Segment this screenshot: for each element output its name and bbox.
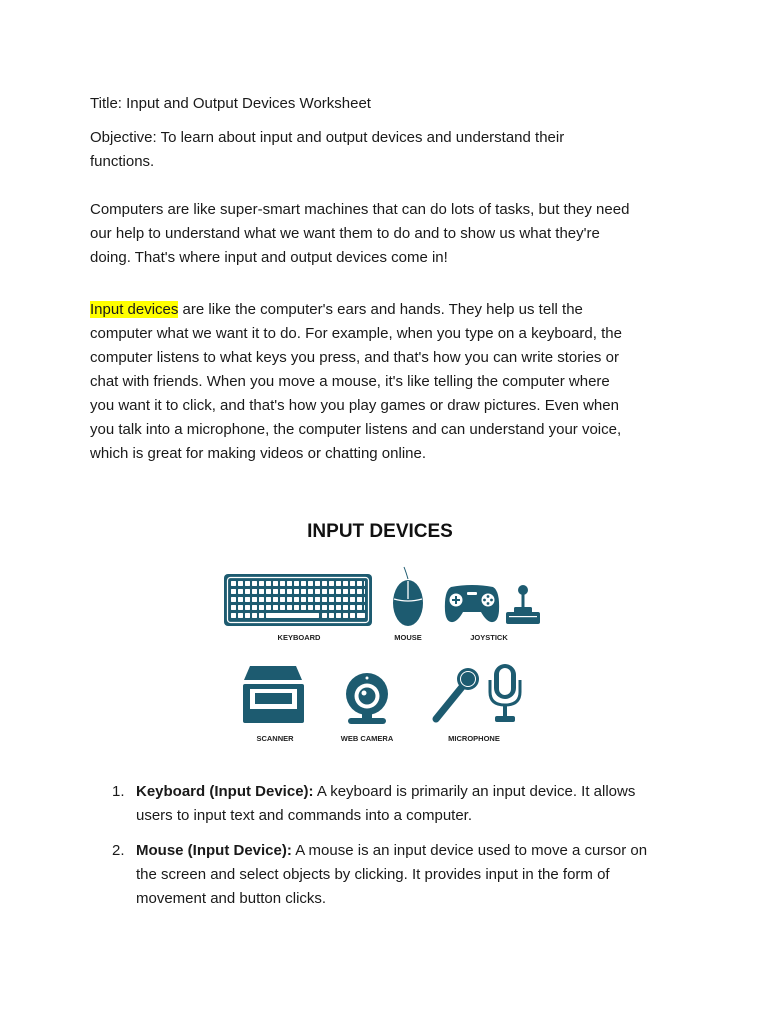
keyboard-icon — [224, 574, 372, 626]
webcam-label: WEB CAMERA — [340, 734, 394, 743]
list-term: Mouse (Input Device): — [136, 842, 292, 859]
list-line: users to input text and commands into a computer. — [136, 807, 473, 824]
list-line: the screen and select objects by clicking. It provides input in the form of — [136, 866, 610, 883]
scanner-icon — [243, 666, 304, 723]
gamepad-icon — [445, 585, 499, 622]
worksheet-title — [90, 92, 371, 116]
keyboard-spacebar — [266, 613, 319, 618]
stand-mic-base — [495, 716, 515, 722]
input-devices-paragraph — [90, 298, 622, 466]
list-number: 2. — [112, 842, 125, 859]
list-line-rest: A keyboard is primarily an input device. It allows — [313, 783, 636, 800]
scanner-lid — [244, 666, 302, 680]
objective-paragraph — [90, 126, 564, 174]
paragraph-line-rest: are like the computer's ears and hands. They help us tell the — [178, 301, 583, 318]
scanner-label: SCANNER — [256, 734, 294, 743]
list-line — [136, 839, 647, 863]
list-line: movement and button clicks. — [136, 890, 327, 907]
input-devices-figure — [0, 500, 768, 760]
stand-mic-stem — [503, 705, 507, 717]
list-text — [136, 780, 635, 828]
paragraph-line — [90, 298, 622, 322]
keyboard-keys — [231, 581, 365, 611]
list-term: Keyboard (Input Device): — [136, 783, 314, 800]
mouse-icon — [393, 567, 423, 626]
list-line-rest: A mouse is an input device used to move a cursor on — [291, 842, 648, 859]
highlighted-term: Input devices — [90, 301, 179, 318]
webcam-lens — [359, 688, 376, 705]
figure-heading: INPUT DEVICES — [307, 521, 453, 542]
handheld-mic-handle — [436, 687, 462, 719]
joystick-ball — [518, 585, 528, 595]
intro-line: Computers are like super-smart machines that can do lots of tasks, but they need — [90, 201, 630, 218]
title-line: Title: Input and Output Devices Worksheet — [90, 95, 371, 112]
gamepad-center — [467, 592, 477, 595]
list-number: 1. — [112, 783, 125, 800]
mouse-cord — [404, 567, 408, 579]
joystick-label: JOYSTICK — [470, 633, 508, 642]
webcam-indicator — [366, 677, 369, 680]
microphone-label: MICROPHONE — [448, 734, 500, 743]
paragraph-line: computer listens to what keys you press, and that's how you can write stories or — [90, 349, 619, 366]
keyboard-label: KEYBOARD — [277, 633, 321, 642]
webcam-lens-glint — [362, 691, 367, 696]
webcam-icon — [346, 673, 388, 724]
paragraph-line: computer what we want it to do. For example, when you type on a keyboard, the — [90, 325, 622, 342]
list-text — [136, 839, 647, 911]
microphone-icon — [436, 664, 520, 722]
mouse-label: MOUSE — [394, 633, 422, 642]
joystick-icon — [506, 585, 540, 624]
objective-line: functions. — [90, 153, 155, 170]
intro-line: doing. That's where input and output devices come in! — [90, 249, 448, 266]
intro-line: our help to understand what we want them to do and to show us what they're — [90, 225, 600, 242]
intro-paragraph — [90, 198, 629, 270]
objective-line: Objective: To learn about input and output devices and understand their — [90, 129, 565, 146]
scanner-glass-inner — [255, 693, 292, 704]
webcam-stand — [348, 718, 386, 724]
paragraph-line: chat with friends. When you move a mouse, it's like telling the computer where — [90, 373, 610, 390]
stand-mic-capsule-inner — [499, 668, 511, 695]
paragraph-line: you want it to click, and that's how you play games or draw pictures. Even when — [90, 397, 619, 414]
joystick-base-line — [509, 616, 537, 617]
paragraph-line: you talk into a microphone, the computer listens and can understand your voice, — [90, 421, 622, 438]
paragraph-line: which is great for making videos or chatting online. — [90, 445, 427, 462]
joystick-base — [506, 612, 540, 624]
list-line — [136, 780, 635, 804]
